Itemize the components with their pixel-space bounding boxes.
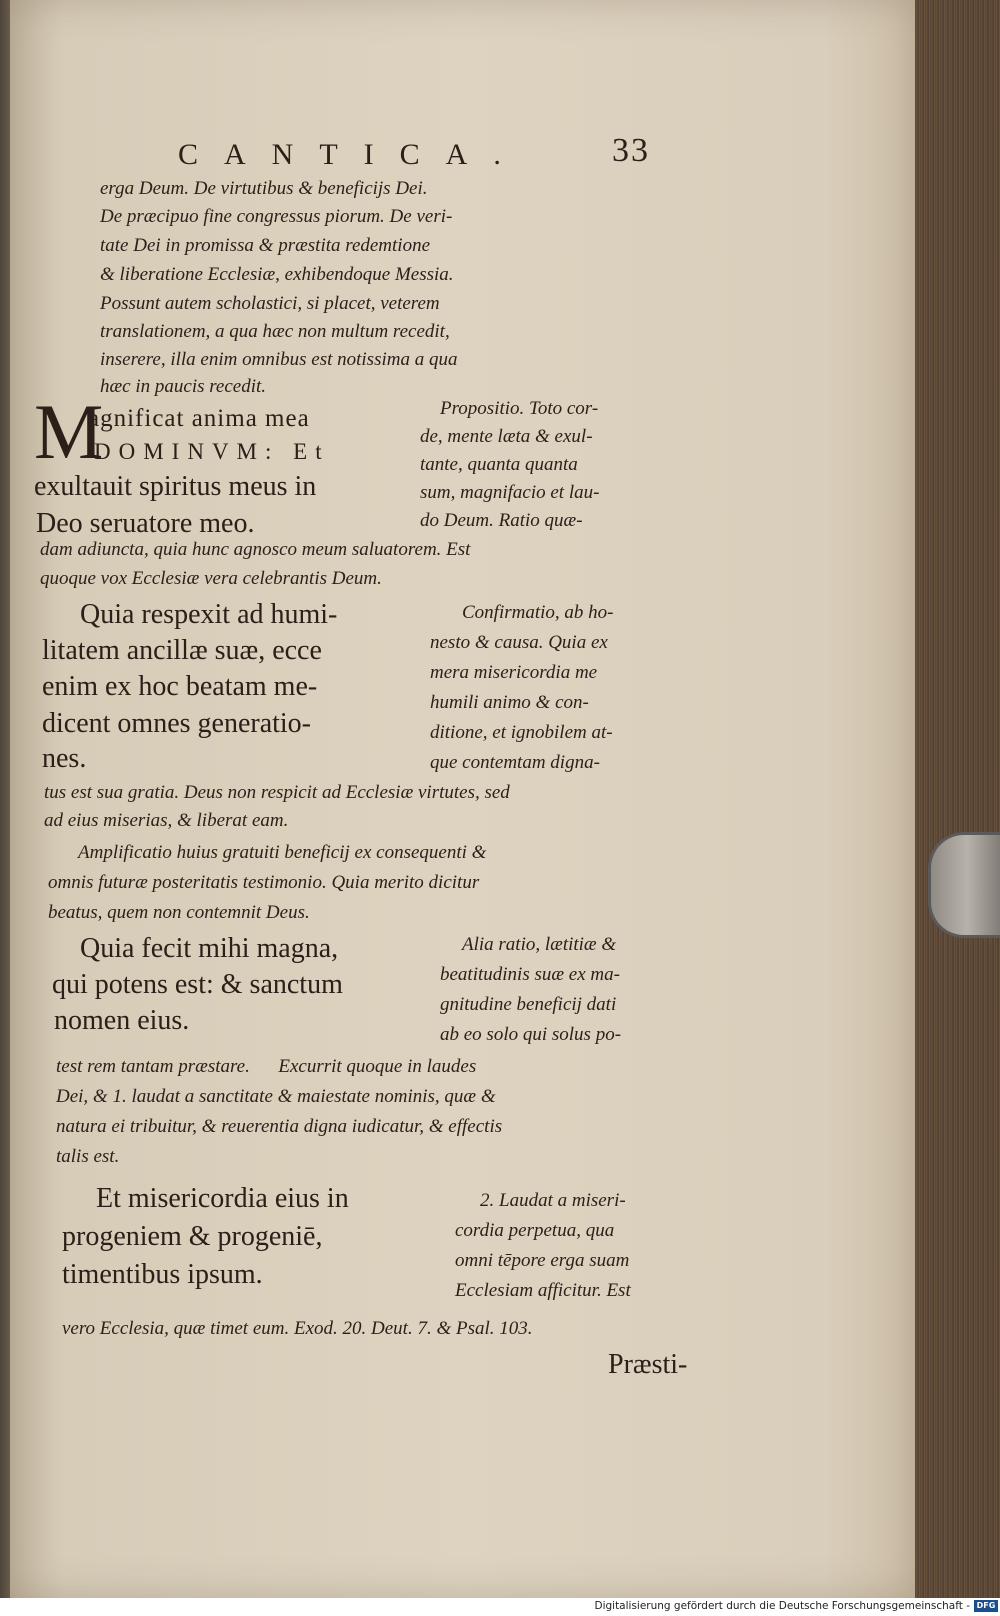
running-title: CANTICA. xyxy=(178,138,527,171)
intro-line: Possunt autem scholastici, si placet, veterem xyxy=(100,293,440,314)
gloss-line: de, mente læta & exul- xyxy=(420,426,593,447)
verse-line: Deo seruatore meo. xyxy=(36,508,255,539)
gloss-line: 2. Laudat a miseri- xyxy=(480,1190,626,1211)
gloss-line: humili animo & con- xyxy=(430,692,589,713)
funding-credit: Digitalisierung gefördert durch die Deutsche Forschungsgemeinschaft - xyxy=(594,1600,970,1612)
gloss-line: ad eius miserias, & liberat eam. xyxy=(44,810,289,831)
page-edges xyxy=(915,0,1000,1598)
verse-line: exultauit spiritus meus in xyxy=(34,471,317,502)
verse-line: dicent omnes generatio- xyxy=(42,708,312,739)
gloss-line: ab eo solo qui solus po- xyxy=(440,1024,622,1045)
gloss-line: mera misericordia me xyxy=(430,662,598,683)
gloss-line: gnitudine beneficij dati xyxy=(440,994,617,1015)
catchword: Præsti- xyxy=(608,1349,688,1380)
gloss-line: dam adiuncta, quia hunc agnosco meum saluatorem. Est xyxy=(40,539,471,560)
verse-line: timentibus ipsum. xyxy=(62,1259,263,1290)
footer-bar xyxy=(0,1598,1000,1616)
gloss-line: talis est. xyxy=(56,1146,120,1167)
intro-line: De præcipuo fine congressus piorum. De veri- xyxy=(100,206,453,227)
gloss-line: tus est sua gratia. Deus non respicit ad Ecclesiæ virtutes, sed xyxy=(44,782,510,803)
gloss-line: Confirmatio, ab ho- xyxy=(462,602,614,623)
verse-line: qui potens est: & sanctum xyxy=(52,969,343,1000)
gloss-line: omni tēpore erga suam xyxy=(455,1250,630,1271)
verse-line: progeniem & progeniē, xyxy=(62,1221,323,1252)
gloss-line: tante, quanta quanta xyxy=(420,454,578,475)
verse-line: DOMINVM: Et xyxy=(94,439,330,464)
metal-clasp xyxy=(928,832,1000,938)
intro-line: inserere, illa enim omnibus est notissima a qua xyxy=(100,349,458,370)
amplificatio-line: Amplificatio huius gratuiti beneficij ex consequenti & xyxy=(78,842,487,863)
gloss-line: ditione, et ignobilem at- xyxy=(430,722,613,743)
amplificatio-line: beatus, quem non contemnit Deus. xyxy=(48,902,310,923)
verse-line: Quia respexit ad humi- xyxy=(80,599,338,630)
gloss-line: Propositio. Toto cor- xyxy=(440,398,599,419)
intro-line: translationem, a qua hæc non multum recedit, xyxy=(100,321,450,342)
gloss-line: test rem tantam præstare. Excurrit quoque in laudes xyxy=(56,1056,477,1077)
gloss-line: que contemtam digna- xyxy=(430,752,600,773)
intro-line: tate Dei in promissa & præstita redemtione xyxy=(100,235,431,256)
gloss-line: cordia perpetua, qua xyxy=(455,1220,615,1241)
verse-line: enim ex hoc beatam me- xyxy=(42,671,318,702)
gloss-line: Dei, & 1. laudat a sanctitate & maiestate nominis, quæ & xyxy=(56,1086,496,1107)
gloss-line: Ecclesiam afficitur. Est xyxy=(455,1280,631,1301)
gloss-line: nesto & causa. Quia ex xyxy=(430,632,608,653)
gloss-line: do Deum. Ratio quæ- xyxy=(420,510,583,531)
intro-line: & liberatione Ecclesiæ, exhibendoque Messia. xyxy=(100,264,454,285)
gloss-line: Alia ratio, lætitiæ & xyxy=(462,934,617,955)
gloss-line: vero Ecclesia, quæ timet eum. Exod. 20. Deut. 7. & Psal. 103. xyxy=(62,1318,533,1339)
verse-line: agnificat anima mea xyxy=(88,405,310,432)
gloss-line: natura ei tribuitur, & reuerentia digna iudicatur, & effectis xyxy=(56,1116,503,1137)
verse-line: nomen eius. xyxy=(54,1005,190,1036)
verse-line: nes. xyxy=(42,743,87,774)
intro-line: hæc in paucis recedit. xyxy=(100,376,267,397)
intro-line: erga Deum. De virtutibus & beneficijs Dei. xyxy=(100,178,428,199)
amplificatio-line: omnis futuræ posteritatis testimonio. Quia merito dicitur xyxy=(48,872,480,893)
verse-line: Et misericordia eius in xyxy=(96,1183,349,1214)
gloss-line: sum, magnifacio et lau- xyxy=(420,482,600,503)
drop-capital: M xyxy=(34,388,104,475)
dfg-logo: DFG xyxy=(974,1600,998,1612)
verse-line: Quia fecit mihi magna, xyxy=(80,933,339,964)
gloss-line: quoque vox Ecclesiæ vera celebrantis Deum. xyxy=(40,568,382,589)
gloss-line: beatitudinis suæ ex ma- xyxy=(440,964,620,985)
page-number: 33 xyxy=(612,132,650,169)
verse-line: litatem ancillæ suæ, ecce xyxy=(42,635,322,666)
